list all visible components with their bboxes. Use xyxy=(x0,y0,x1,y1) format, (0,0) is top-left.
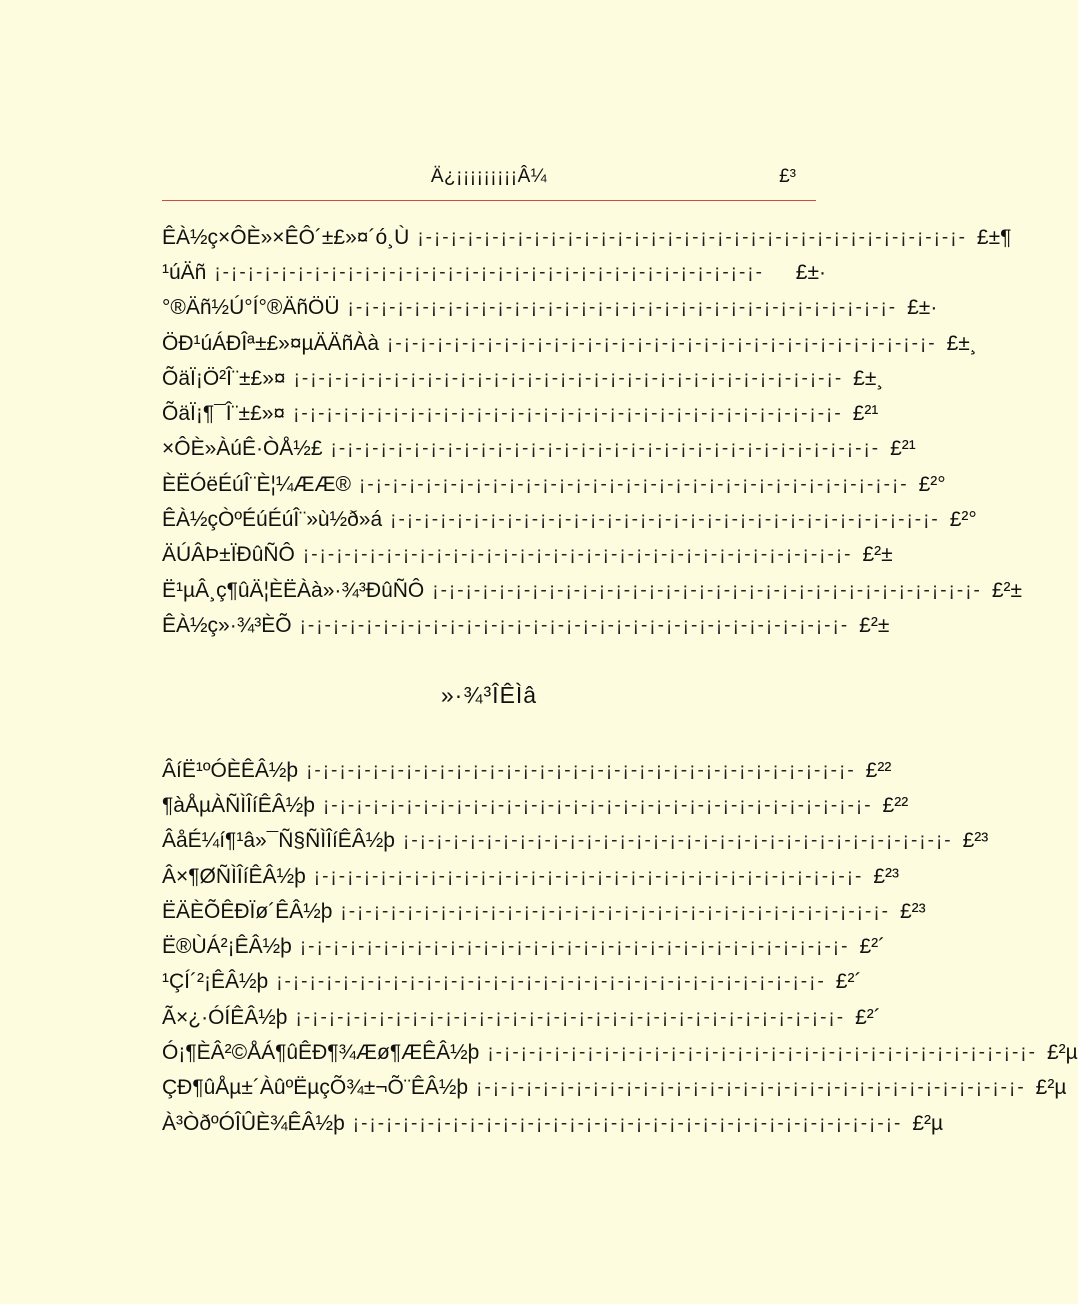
page-number: £³ xyxy=(779,166,796,187)
dot-leader: ¡-¡-¡-¡-¡-¡-¡-¡-¡-¡-¡-¡-¡-¡-¡-¡-¡-¡-¡-¡-¡-¡-¡-¡-¡-¡-¡-¡-¡-¡-¡-¡-¡- xyxy=(387,332,937,354)
dot-leader: ¡-¡-¡-¡-¡-¡-¡-¡-¡-¡-¡-¡-¡-¡-¡-¡-¡-¡-¡-¡-¡-¡-¡-¡-¡-¡-¡-¡-¡-¡-¡-¡-¡- xyxy=(293,367,844,389)
dot-leader: ¡-¡-¡-¡-¡-¡-¡-¡-¡-¡-¡-¡-¡-¡-¡-¡-¡-¡-¡-¡-¡-¡-¡-¡-¡-¡-¡-¡-¡-¡-¡-¡-¡- xyxy=(299,936,850,958)
toc-entry-page: £±¸ xyxy=(853,366,884,390)
toc-entry[interactable] xyxy=(162,220,1012,255)
toc-entry-page: £²µ xyxy=(912,1111,944,1135)
dot-leader: ¡-¡-¡-¡-¡-¡-¡-¡-¡-¡-¡-¡-¡-¡-¡-¡-¡-¡-¡-¡-¡-¡-¡-¡-¡-¡-¡-¡-¡-¡-¡-¡-¡- xyxy=(306,759,856,781)
toc-section-1 xyxy=(162,220,1023,644)
toc-entry-page: £²± xyxy=(862,543,893,567)
toc-entry[interactable] xyxy=(162,432,916,467)
toc-entry-page: £²µ xyxy=(1035,1076,1067,1100)
toc-entry[interactable] xyxy=(162,753,892,788)
toc-entry-page: £±¶ xyxy=(976,225,1012,249)
dot-leader: ¡-¡-¡-¡-¡-¡-¡-¡-¡-¡-¡-¡-¡-¡-¡-¡-¡-¡-¡-¡-¡-¡-¡-¡-¡-¡-¡-¡-¡-¡-¡-¡-¡- xyxy=(347,297,898,319)
toc-entry-page: £²µ xyxy=(1046,1041,1078,1065)
toc-entry[interactable] xyxy=(162,788,909,823)
toc-entry-page: £±· xyxy=(795,260,826,284)
toc-entry-page: £²³ xyxy=(962,829,989,853)
toc-entry-title: ¹úÄñ xyxy=(162,260,207,284)
toc-entry-page: £²° xyxy=(918,472,946,496)
toc-entry[interactable] xyxy=(162,929,886,964)
toc-entry-page: £²¹ xyxy=(852,402,879,426)
dot-leader: ¡-¡-¡-¡-¡-¡-¡-¡-¡-¡-¡-¡-¡-¡-¡-¡-¡-¡-¡-¡-¡-¡-¡-¡-¡-¡-¡-¡-¡-¡-¡-¡-¡- xyxy=(476,1077,1026,1099)
toc-entry-title: ÇÐ¶ûÅµ±´ÀûºËµçÕ¾±¬Õ¨ÊÂ½þ xyxy=(162,1076,469,1100)
toc-entry[interactable] xyxy=(162,608,890,643)
header-title: Ä¿¡¡¡¡¡¡¡¡¡Â¼ xyxy=(430,166,548,187)
toc-entry-page: £²³ xyxy=(873,864,900,888)
dot-leader: ¡-¡-¡-¡-¡-¡-¡-¡-¡-¡-¡-¡-¡-¡-¡-¡-¡-¡-¡-¡-¡-¡-¡-¡-¡-¡-¡-¡-¡-¡-¡-¡-¡- xyxy=(313,865,864,887)
dot-leader: ¡-¡-¡-¡-¡-¡-¡-¡-¡-¡-¡-¡-¡-¡-¡-¡-¡-¡-¡-¡-¡-¡-¡-¡-¡-¡-¡-¡-¡-¡-¡-¡-¡- xyxy=(330,438,881,460)
toc-entry-title: ÂåÉ¼í¶¹â»¯Ñ§ÑÌÎíÊÂ½þ xyxy=(162,829,395,853)
toc-entry-title: ÊÀ½ç×ÔÈ»×ÊÔ´±£»¤´ó¸Ù xyxy=(162,225,410,249)
dot-leader: ¡-¡-¡-¡-¡-¡-¡-¡-¡-¡-¡-¡-¡-¡-¡-¡-¡-¡-¡-¡-¡-¡-¡-¡-¡-¡-¡-¡-¡-¡-¡-¡-¡- xyxy=(390,509,940,531)
toc-entry-title: ÊÀ½çÒºÉúÉúÎ¨»ù½ð»á xyxy=(162,508,383,532)
toc-entry[interactable] xyxy=(162,502,977,537)
toc-entry-page: £²´ xyxy=(859,935,886,959)
toc-entry-page: £²² xyxy=(882,793,909,817)
toc-entry[interactable] xyxy=(162,824,989,859)
dot-leader: ¡-¡-¡-¡-¡-¡-¡-¡-¡-¡-¡-¡-¡-¡-¡-¡-¡-¡-¡-¡-¡-¡-¡-¡-¡-¡-¡-¡-¡-¡-¡-¡-¡- xyxy=(432,579,982,601)
toc-entry-page: £²± xyxy=(859,613,890,637)
toc-entry-page: £²³ xyxy=(899,899,926,923)
toc-entry-title: ÕäÏ¡¶¯Î¨±£»¤ xyxy=(162,402,286,426)
section-heading: »·¾³ÎÊÌâ xyxy=(440,682,538,708)
toc-entry-page: £²¹ xyxy=(890,437,916,461)
toc-entry-page: £²± xyxy=(991,578,1023,602)
toc-entry-title: ÖÐ¹úÁÐÎª±£»¤µÄÄñÀà xyxy=(162,331,379,355)
toc-section-2 xyxy=(162,753,1078,1141)
toc-entry[interactable] xyxy=(162,396,879,431)
toc-entry[interactable] xyxy=(162,1071,1067,1106)
toc-entry-page: £²² xyxy=(865,758,892,782)
toc-entry-page: £²° xyxy=(949,508,977,532)
toc-entry-title: ×ÔÈ»ÀúÊ·ÒÅ½£ xyxy=(162,437,323,461)
toc-entry[interactable] xyxy=(162,573,1023,608)
toc-entry[interactable] xyxy=(162,467,946,502)
toc-entry-title: À³ÒðºÓÎÛÈ¾ÊÂ½þ xyxy=(162,1111,345,1135)
dot-leader: ¡-¡-¡-¡-¡-¡-¡-¡-¡-¡-¡-¡-¡-¡-¡-¡-¡-¡-¡-¡-¡-¡-¡-¡-¡-¡-¡-¡-¡-¡-¡-¡-¡- xyxy=(359,473,909,495)
toc-entry[interactable] xyxy=(162,1035,1078,1070)
dot-leader: ¡-¡-¡-¡-¡-¡-¡-¡-¡-¡-¡-¡-¡-¡-¡-¡-¡-¡-¡-¡-¡-¡-¡-¡-¡-¡-¡-¡-¡-¡-¡-¡-¡- xyxy=(322,794,873,816)
toc-entry-title: ÂíË¹ºÓÈÊÂ½þ xyxy=(162,758,299,782)
toc-entry-title: ÄÚÂÞ±ÏÐûÑÔ xyxy=(162,543,295,567)
dot-leader: ¡-¡-¡-¡-¡-¡-¡-¡-¡-¡-¡-¡-¡-¡-¡-¡-¡-¡-¡-¡-¡-¡-¡-¡-¡-¡-¡-¡-¡-¡-¡-¡-¡- xyxy=(293,403,843,425)
dot-leader: ¡-¡-¡-¡-¡-¡-¡-¡-¡-¡-¡-¡-¡-¡-¡-¡-¡-¡-¡-¡-¡-¡-¡-¡-¡-¡-¡-¡-¡-¡-¡-¡-¡- xyxy=(487,1042,1037,1064)
toc-entry[interactable] xyxy=(162,538,893,573)
toc-entry[interactable] xyxy=(162,859,900,894)
dot-leader: ¡-¡-¡-¡-¡-¡-¡-¡-¡-¡-¡-¡-¡-¡-¡-¡-¡-¡-¡-¡-¡-¡-¡-¡-¡-¡-¡-¡-¡-¡-¡-¡-¡- xyxy=(295,1006,846,1028)
toc-entry-title: ÊÀ½ç»·¾³ÈÕ xyxy=(162,613,292,637)
dot-leader: ¡-¡-¡-¡-¡-¡-¡-¡-¡-¡-¡-¡-¡-¡-¡-¡-¡-¡-¡-¡-¡-¡-¡-¡-¡-¡-¡-¡-¡-¡-¡-¡-¡- xyxy=(276,971,826,993)
toc-entry[interactable] xyxy=(162,326,977,361)
toc-entry-title: ÕäÏ¡Ö²Î¨±£»¤ xyxy=(162,366,286,390)
toc-entry[interactable] xyxy=(162,291,938,326)
toc-entry-title: °®Äñ½Ú°Í°®ÄñÖÜ xyxy=(162,296,340,320)
toc-entry-title: ÈËÓëÉúÎ¨È¦¼ÆÆ® xyxy=(162,472,351,496)
toc-entry-page: £±· xyxy=(907,296,938,320)
dot-leader: ¡-¡-¡-¡-¡-¡-¡-¡-¡-¡-¡-¡-¡-¡-¡-¡-¡-¡-¡-¡-¡-¡-¡-¡-¡-¡-¡-¡-¡-¡-¡-¡-¡- xyxy=(403,830,953,852)
toc-entry-title: ËÄÈÕÊÐÏø´ÊÂ½þ xyxy=(162,899,333,923)
dot-leader: ¡-¡-¡-¡-¡-¡-¡-¡-¡-¡-¡-¡-¡-¡-¡-¡-¡-¡-¡-¡-¡-¡-¡-¡-¡-¡-¡-¡-¡-¡-¡-¡-¡- xyxy=(214,261,764,283)
toc-entry-page: £±¸ xyxy=(946,331,977,355)
dot-leader: ¡-¡-¡-¡-¡-¡-¡-¡-¡-¡-¡-¡-¡-¡-¡-¡-¡-¡-¡-¡-¡-¡-¡-¡-¡-¡-¡-¡-¡-¡-¡-¡-¡- xyxy=(340,900,890,922)
toc-entry-title: Ã×¿·ÓÍÊÂ½þ xyxy=(162,1005,288,1029)
toc-entry[interactable] xyxy=(162,965,862,1000)
toc-entry-title: ¶àÅµÀÑÌÎíÊÂ½þ xyxy=(162,793,315,817)
running-header xyxy=(162,166,816,201)
toc-entry-title: Ó¡¶ÈÂ²©ÅÁ¶ûÊÐ¶¾Æø¶ÆÊÂ½þ xyxy=(162,1041,480,1065)
toc-entry[interactable] xyxy=(162,1106,944,1141)
dot-leader: ¡-¡-¡-¡-¡-¡-¡-¡-¡-¡-¡-¡-¡-¡-¡-¡-¡-¡-¡-¡-¡-¡-¡-¡-¡-¡-¡-¡-¡-¡-¡-¡-¡- xyxy=(417,226,967,248)
toc-entry-page: £²´ xyxy=(855,1005,881,1029)
dot-leader: ¡-¡-¡-¡-¡-¡-¡-¡-¡-¡-¡-¡-¡-¡-¡-¡-¡-¡-¡-¡-¡-¡-¡-¡-¡-¡-¡-¡-¡-¡-¡-¡-¡- xyxy=(299,614,850,636)
toc-entry-page: £²´ xyxy=(835,970,862,994)
dot-leader: ¡-¡-¡-¡-¡-¡-¡-¡-¡-¡-¡-¡-¡-¡-¡-¡-¡-¡-¡-¡-¡-¡-¡-¡-¡-¡-¡-¡-¡-¡-¡-¡-¡- xyxy=(302,544,853,566)
toc-entry[interactable] xyxy=(162,1000,881,1035)
toc-entry-title: Â×¶ØÑÌÎíÊÂ½þ xyxy=(162,864,306,888)
toc-entry-title: Ë¹µÂ¸ç¶ûÄ¦ÈËÀà»·¾³ÐûÑÔ xyxy=(162,578,425,602)
toc-entry-title: Ë®ÙÁ²¡ÊÂ½þ xyxy=(162,935,292,959)
toc-entry-title: ¹ÇÍ´²¡ÊÂ½þ xyxy=(162,970,269,994)
toc-entry[interactable] xyxy=(162,894,926,929)
toc-entry[interactable] xyxy=(162,255,826,290)
dot-leader: ¡-¡-¡-¡-¡-¡-¡-¡-¡-¡-¡-¡-¡-¡-¡-¡-¡-¡-¡-¡-¡-¡-¡-¡-¡-¡-¡-¡-¡-¡-¡-¡-¡- xyxy=(352,1112,903,1134)
toc-entry[interactable] xyxy=(162,361,884,396)
